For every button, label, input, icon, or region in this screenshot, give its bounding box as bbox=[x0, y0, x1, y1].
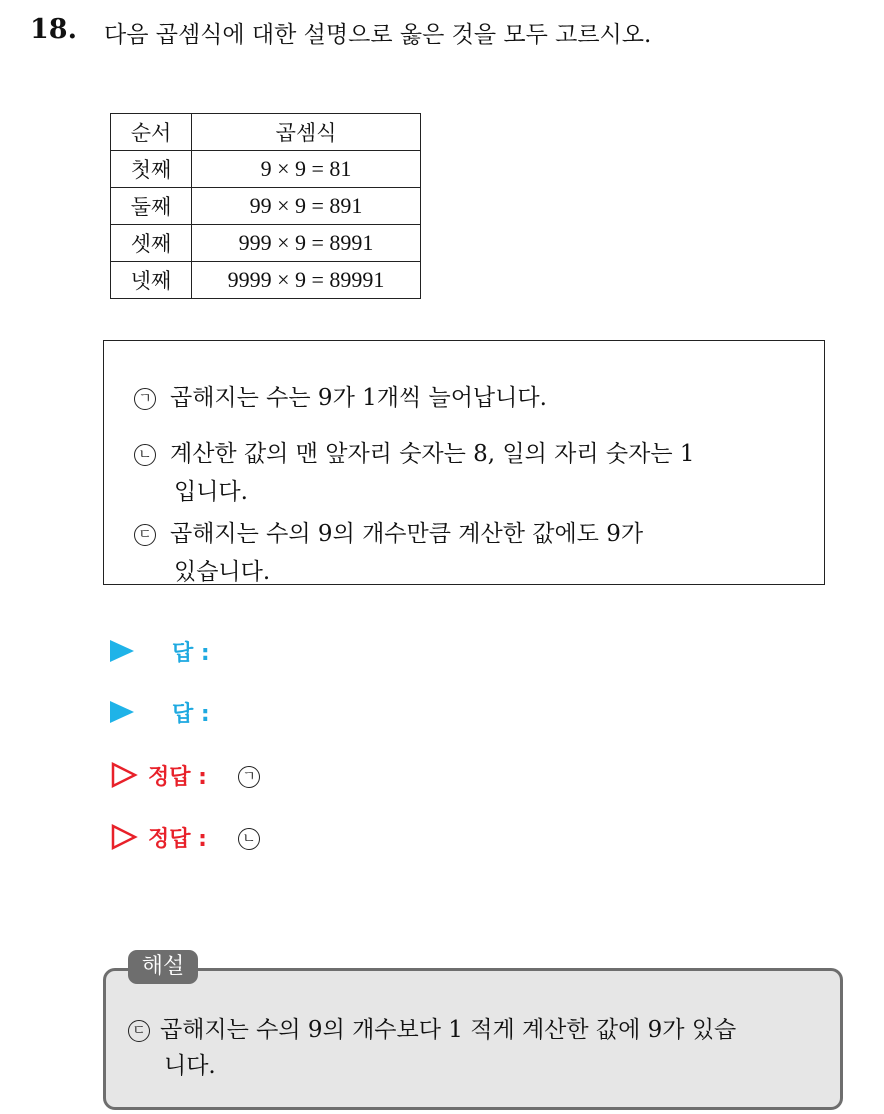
correct-answer-label: 정답 : bbox=[148, 827, 207, 852]
circled-mark-icon: ㄴ bbox=[238, 828, 260, 850]
circled-mark-icon: ㄷ bbox=[128, 1020, 150, 1042]
answer-label: 답 : bbox=[172, 702, 210, 727]
table-header-row bbox=[111, 114, 421, 151]
table-cell-order: 첫째 bbox=[111, 151, 192, 188]
table-cell-expression: 9999 × 9 = 89991 bbox=[192, 262, 421, 299]
triangle-outline-icon bbox=[110, 822, 138, 852]
statement-text-continued: 입니다. bbox=[174, 479, 248, 505]
answer-label: 답 : bbox=[172, 641, 210, 666]
explanation-text-continued: 니다. bbox=[164, 1053, 216, 1079]
question-text: 다음 곱셈식에 대한 설명으로 옳은 것을 모두 고르시오. bbox=[104, 22, 652, 48]
correct-answer-label: 정답 : bbox=[148, 765, 207, 790]
table-row bbox=[111, 188, 421, 225]
table-row bbox=[111, 225, 421, 262]
circled-mark-icon: ㄴ bbox=[134, 444, 156, 466]
table-cell-expression: 9 × 9 = 81 bbox=[192, 151, 421, 188]
circled-mark-icon: ㄷ bbox=[134, 524, 156, 546]
circled-mark-icon: ㄱ bbox=[134, 388, 156, 410]
statement-3 bbox=[134, 515, 643, 548]
table-cell-order: 넷째 bbox=[111, 262, 192, 299]
play-triangle-icon bbox=[110, 640, 134, 662]
table-header-order: 순서 bbox=[111, 114, 192, 151]
table-header-expression: 곱셈식 bbox=[192, 114, 421, 151]
statement-text-continued: 있습니다. bbox=[174, 559, 271, 585]
statement-text: 곱해지는 수의 9의 개수만큼 계산한 값에도 9가 bbox=[170, 521, 644, 547]
statement-1 bbox=[134, 379, 547, 412]
play-triangle-icon bbox=[110, 701, 134, 723]
statement-text: 곱해지는 수는 9가 1개씩 늘어납니다. bbox=[170, 385, 547, 411]
table-row bbox=[111, 262, 421, 299]
explanation-line bbox=[128, 1011, 736, 1044]
table-cell-order: 둘째 bbox=[111, 188, 192, 225]
explanation-tag: 해설 bbox=[128, 950, 198, 984]
statement-box bbox=[103, 340, 825, 585]
multiplication-table bbox=[110, 113, 421, 299]
statement-2 bbox=[134, 435, 695, 468]
explanation-box bbox=[103, 968, 843, 1110]
table-cell-expression: 99 × 9 = 891 bbox=[192, 188, 421, 225]
table-row bbox=[111, 151, 421, 188]
statement-text: 계산한 값의 맨 앞자리 숫자는 8, 일의 자리 숫자는 1 bbox=[170, 441, 695, 467]
table-cell-expression: 999 × 9 = 8991 bbox=[192, 225, 421, 262]
triangle-outline-icon bbox=[110, 760, 138, 790]
circled-mark-icon: ㄱ bbox=[238, 766, 260, 788]
question-number: 18. bbox=[30, 14, 77, 45]
explanation-text: 곱해지는 수의 9의 개수보다 1 적게 계산한 값에 9가 있습 bbox=[160, 1017, 737, 1043]
table-cell-order: 셋째 bbox=[111, 225, 192, 262]
